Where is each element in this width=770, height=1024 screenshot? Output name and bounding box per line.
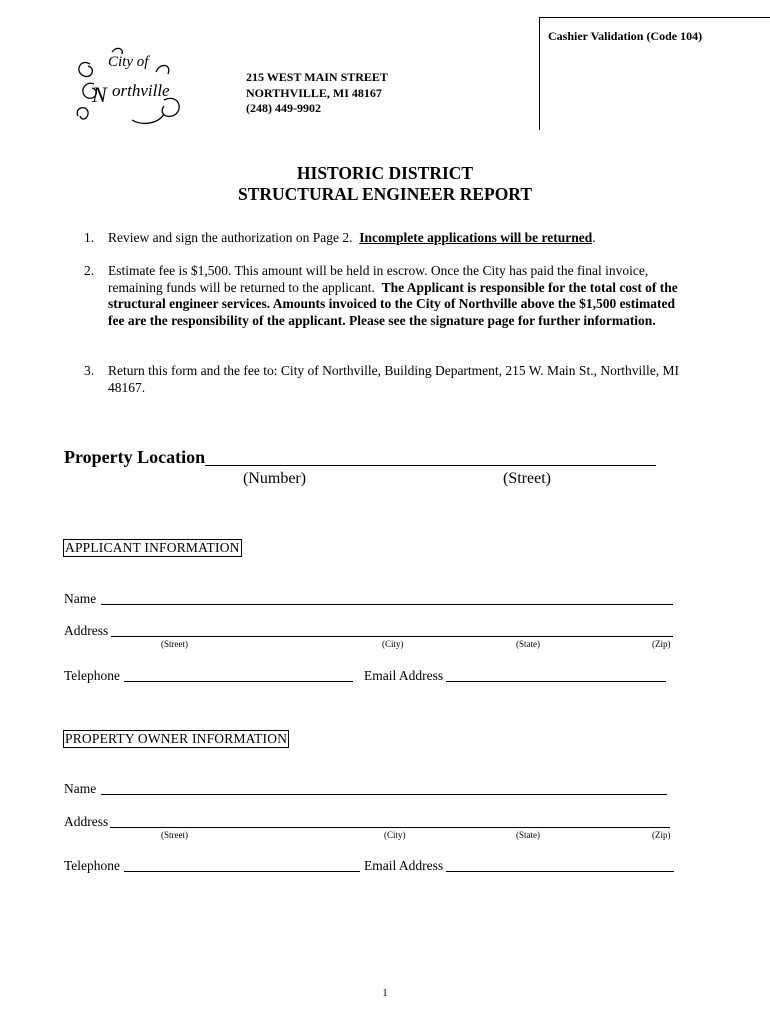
applicant-address-label: Address	[64, 623, 109, 638]
applicant-email-field[interactable]	[446, 681, 666, 682]
instruction-3-number: 3.	[84, 363, 95, 378]
title-line-1: HISTORIC DISTRICT	[296, 163, 474, 183]
applicant-information-heading: APPLICANT INFORMATION	[65, 540, 240, 555]
page-number: 1	[382, 987, 388, 999]
owner-street-caption: (Street)	[161, 830, 188, 840]
applicant-name-label: Name	[64, 591, 97, 606]
city-state-zip: NORTHVILLE, MI 48167	[246, 86, 382, 100]
instruction-1-number: 1.	[84, 230, 95, 245]
applicant-zip-caption: (Zip)	[652, 639, 671, 649]
applicant-telephone-label: Telephone	[64, 668, 121, 683]
owner-email-field[interactable]	[446, 871, 674, 872]
owner-zip-caption: (Zip)	[652, 830, 671, 840]
applicant-telephone-field[interactable]	[124, 681, 353, 682]
number-caption: (Number)	[243, 470, 307, 487]
owner-telephone-label: Telephone	[64, 858, 121, 873]
applicant-email-label: Email Address	[364, 668, 444, 683]
instruction-2	[108, 263, 693, 329]
owner-email-label: Email Address	[364, 858, 444, 873]
instruction-3-text: Return this form and the fee to: City of Northville, Building Department, 215 W. Main St., Northville, MI 48167.	[108, 363, 680, 395]
owner-city-caption: (City)	[384, 830, 406, 840]
instruction-2-text: Estimate fee is $1,500. This amount will be held in escrow. Once the City has paid the final invoice, remaining funds will be returned to the applicant.	[108, 263, 649, 295]
title-line-2: STRUCTURAL ENGINEER REPORT	[237, 184, 533, 204]
cashier-validation-label: Cashier Validation (Code 104)	[548, 29, 703, 43]
instruction-2-emphasis: The Applicant is responsible for the total cost of the structural engineer services. Amounts invoiced to the City of Northville above the $1,500 estimated fee are the responsibility of the applicant. Please see the signature page for further information.	[108, 279, 678, 328]
owner-name-label: Name	[64, 781, 97, 796]
instruction-2-number: 2.	[84, 263, 95, 278]
property-location-label: Property Location	[64, 447, 206, 467]
instruction-1-text: Review and sign the authorization on Page 2.	[108, 230, 353, 245]
city-of-northville-logo	[72, 44, 188, 128]
instruction-1-emphasis: Incomplete applications will be returned	[359, 230, 593, 245]
city-phone: (248) 449-9902	[246, 101, 321, 115]
instruction-1	[108, 230, 693, 247]
svg-text:orthville: orthville	[112, 81, 170, 100]
applicant-city-caption: (City)	[382, 639, 404, 649]
property-location-field[interactable]	[205, 465, 656, 466]
applicant-address-field[interactable]	[111, 636, 673, 637]
owner-address-label: Address	[64, 814, 109, 829]
owner-state-caption: (State)	[516, 830, 540, 840]
city-street-address: 215 WEST MAIN STREET	[246, 70, 388, 84]
street-caption: (Street)	[503, 470, 551, 487]
svg-text:City of: City of	[108, 54, 149, 70]
owner-address-field[interactable]	[110, 827, 670, 828]
applicant-name-field[interactable]	[101, 604, 673, 605]
instruction-1-tail: .	[592, 230, 596, 245]
owner-name-field[interactable]	[101, 794, 667, 795]
applicant-street-caption: (Street)	[161, 639, 188, 649]
owner-telephone-field[interactable]	[124, 871, 360, 872]
svg-text:N: N	[92, 82, 107, 107]
applicant-state-caption: (State)	[516, 639, 540, 649]
property-owner-information-heading: PROPERTY OWNER INFORMATION	[65, 731, 288, 746]
